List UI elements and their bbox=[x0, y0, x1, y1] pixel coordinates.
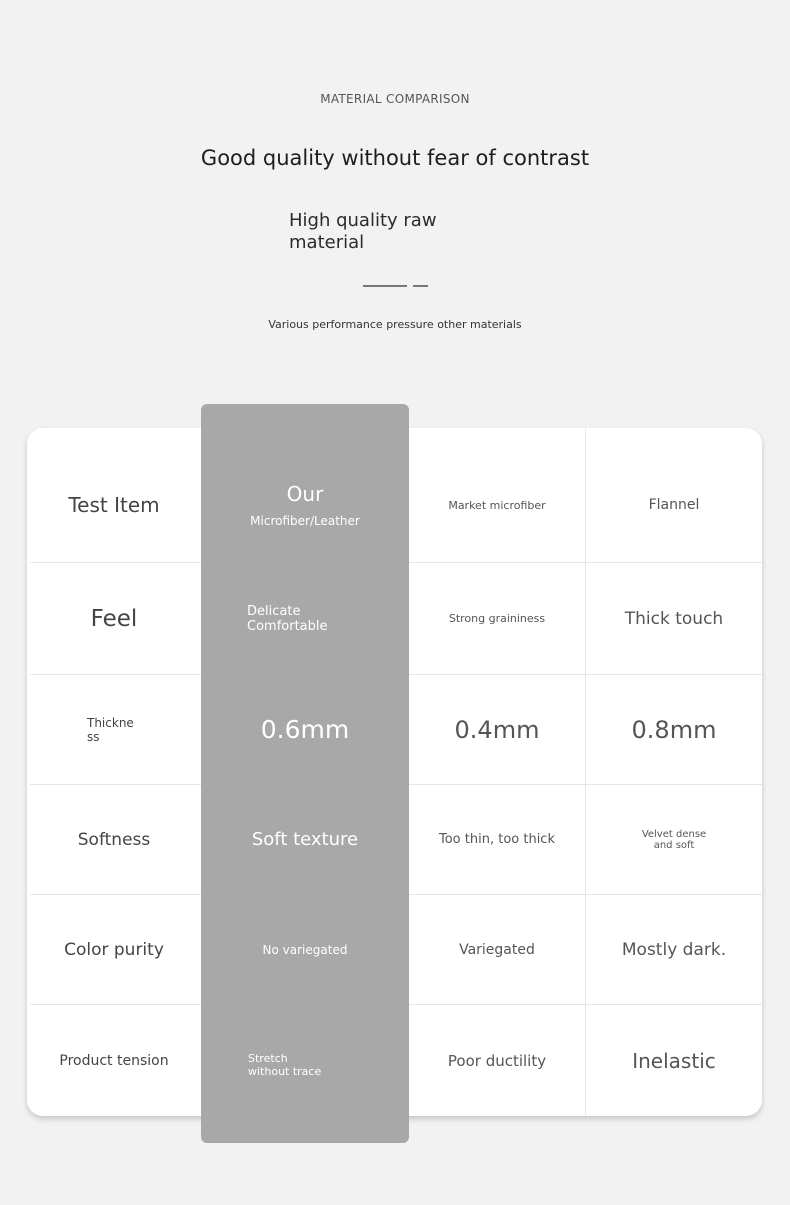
row-thickness-ours: 0.6mm bbox=[260, 715, 350, 744]
subheadline: High quality raw material bbox=[289, 210, 437, 253]
divider-short bbox=[413, 285, 428, 287]
row-softness-market: Too thin, too thick bbox=[439, 832, 555, 847]
row-tension-flannel: Inelastic bbox=[632, 1048, 716, 1073]
row-tension-market: Poor ductility bbox=[447, 1051, 547, 1070]
header-our-subtitle: Microfiber/Leather bbox=[250, 514, 360, 528]
row-softness-flannel: Velvet dense and soft bbox=[641, 828, 707, 851]
header-our-title: Our bbox=[286, 482, 324, 506]
section-eyebrow: MATERIAL COMPARISON bbox=[320, 92, 470, 106]
headline: Good quality without fear of contrast bbox=[200, 146, 590, 170]
row-color-item: Color purity bbox=[64, 939, 164, 960]
row-feel-item: Feel bbox=[90, 605, 138, 632]
row-softness-item: Softness bbox=[77, 829, 151, 850]
header-market-microfiber: Market microfiber bbox=[448, 498, 546, 512]
row-tension-ours: Stretch without trace bbox=[248, 1052, 322, 1078]
row-thickness-market: 0.4mm bbox=[454, 715, 540, 744]
header-our-product bbox=[201, 448, 409, 562]
comparison-note: Various performance pressure other materials bbox=[268, 318, 522, 331]
header-test-item: Test Item bbox=[68, 493, 160, 517]
row-thickness-item: Thickness bbox=[87, 715, 134, 744]
row-color-market: Variegated bbox=[459, 941, 535, 958]
row-feel-flannel: Thick touch bbox=[624, 608, 724, 629]
divider-long bbox=[363, 285, 407, 287]
row-tension-item: Product tension bbox=[59, 1052, 169, 1069]
row-color-flannel: Mostly dark. bbox=[621, 939, 727, 960]
header-flannel: Flannel bbox=[648, 497, 700, 513]
row-feel-market: Strong graininess bbox=[448, 612, 546, 625]
row-feel-ours: Delicate Comfortable bbox=[247, 603, 328, 634]
row-color-ours: No variegated bbox=[262, 942, 348, 957]
row-thickness-flannel: 0.8mm bbox=[631, 715, 717, 744]
row-softness-ours: Soft texture bbox=[251, 829, 359, 850]
